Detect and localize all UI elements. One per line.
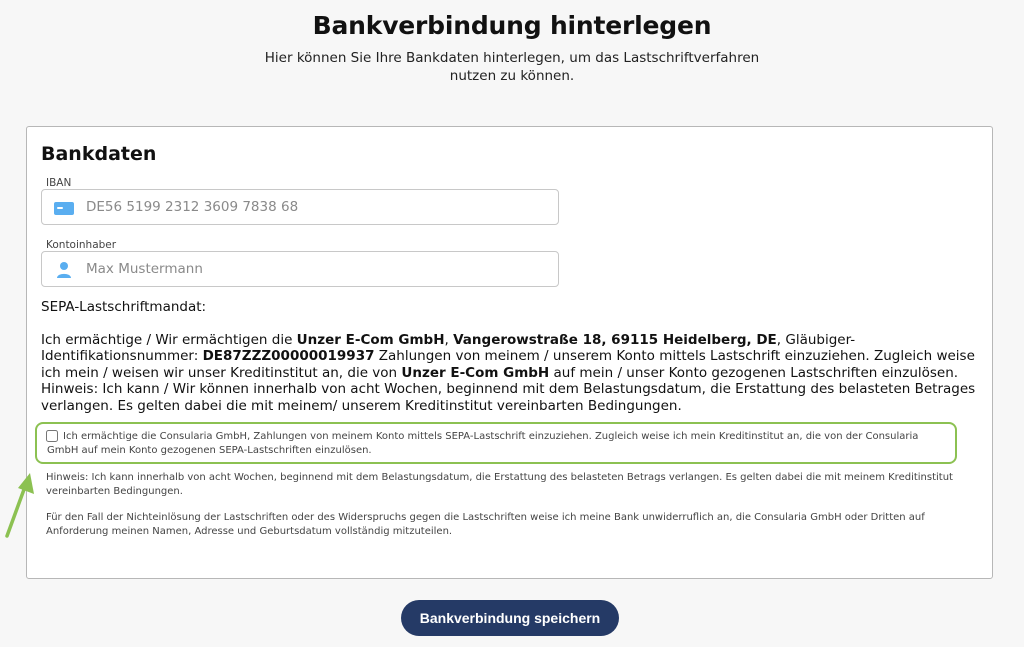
holder-field[interactable] bbox=[41, 251, 559, 287]
disclosure-note: Für den Fall der Nichteinlösung der Lastschriften oder des Widerspruchs gegen die Lastschriften weise ich meine Bank unwiderruflich an, die Consularia GmbH oder Dritten auf Anforderung meinen Namen, Adresse und Geburtsdatum vollständig mitzuteilen. bbox=[46, 512, 925, 537]
sepa-mandate-text: Ich ermächtige / Wir ermächtigen die Unzer E-Com GmbH, Vangerowstraße 18, 69115 Heidelberg, DE, Gläubiger-Identifikationsnummer: DE87ZZZ00000019937 Zahlungen von meinem / unserem Konto mittels Lastschrift einzuziehen. Zugleich weise ich mein / weisen wir unser Kreditinstitut an, die von Unzer E-Com GmbH auf mein / unser Konto gezogenen Lastschriften einzulösen. Hinweis: Ich kann / Wir können innerhalb von acht Wochen, beginnend mit dem Belastungsdatum, die Erstattung des belasteten Betrages verlangen. Es gelten dabei die mit meinem/ unserem Kreditinstitut vereinbarten Bedingungen. bbox=[41, 332, 976, 414]
save-bank-details-button[interactable]: Bankverbindung speichern bbox=[401, 600, 619, 636]
holder-label: Kontoinhaber bbox=[46, 239, 117, 251]
creditor-name: Unzer E-Com GmbH bbox=[296, 332, 445, 348]
bank-details-card bbox=[26, 126, 993, 579]
sepa-heading: SEPA-Lastschriftmandat: bbox=[41, 299, 207, 315]
refund-note: Hinweis: Ich kann innerhalb von acht Wochen, beginnend mit dem Belastungsdatum, die Erstattung des belasteten Betrags verlangen. Es gelten dabei die mit meinem Kreditinstitut vereinbarten Bedingungen. bbox=[46, 472, 953, 497]
card-title: Bankdaten bbox=[41, 143, 157, 165]
holder-input[interactable] bbox=[86, 253, 546, 285]
iban-field[interactable] bbox=[41, 189, 559, 225]
user-icon bbox=[54, 261, 74, 279]
consent-highlight bbox=[35, 422, 957, 464]
consent-text[interactable]: Ich ermächtige die Consularia GmbH, Zahlungen von meinem Konto mittels SEPA-Lastschrift einzuziehen. Zugleich weise ich mein Kreditinstitut an, die von der Consularia GmbH auf mein Konto gezogenen SEPA-Lastschriften einzulösen. bbox=[47, 431, 919, 456]
iban-input[interactable] bbox=[86, 191, 546, 223]
creditor-name-2: Unzer E-Com GmbH bbox=[401, 364, 550, 381]
creditor-id: DE87ZZZ00000019937 bbox=[202, 348, 375, 365]
credit-card-icon bbox=[54, 199, 74, 217]
arrow-pointer-icon bbox=[0, 470, 40, 540]
creditor-address: Vangerowstraße 18, 69115 Heidelberg, DE bbox=[453, 332, 777, 348]
iban-label: IBAN bbox=[46, 177, 72, 189]
page-subtitle: Hier können Sie Ihre Bankdaten hinterlegen, um das Lastschriftverfahren nutzen zu können. bbox=[264, 50, 760, 84]
page-title: Bankverbindung hinterlegen bbox=[312, 11, 712, 40]
